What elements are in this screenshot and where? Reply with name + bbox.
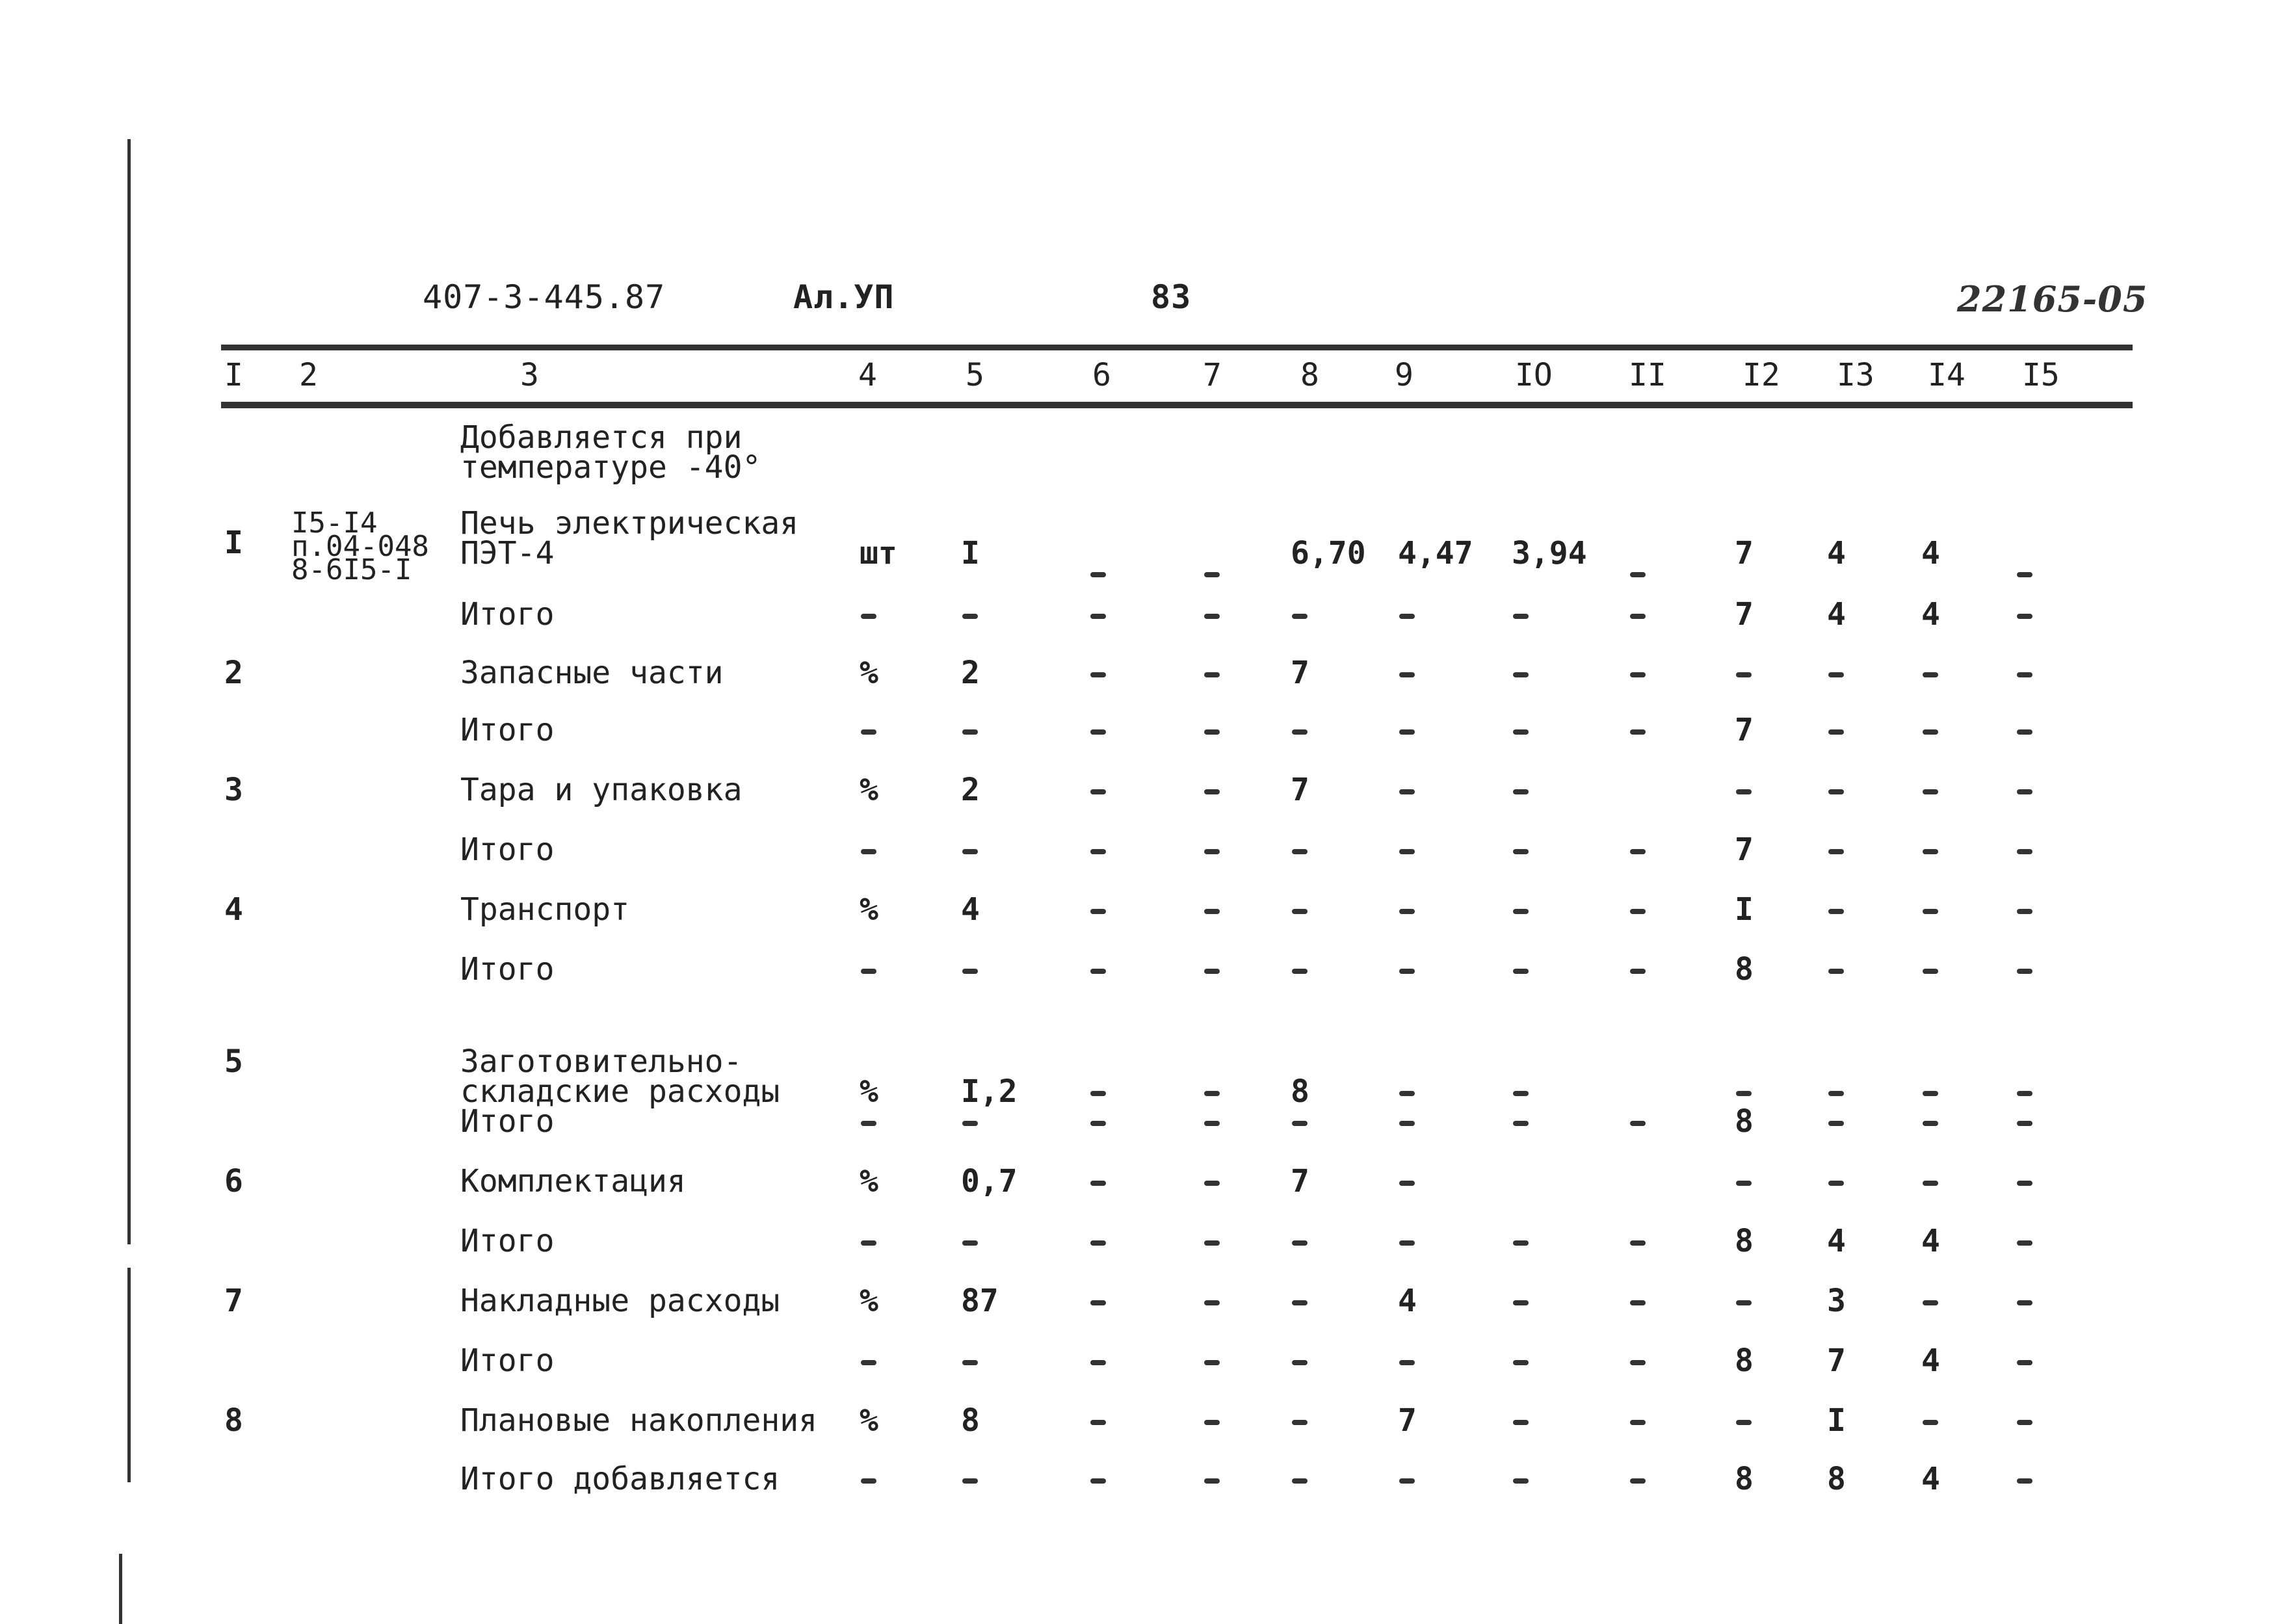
dash-mark (1204, 729, 1220, 735)
dash-mark (1204, 1420, 1220, 1425)
dash-mark (1090, 789, 1106, 794)
dash-mark (1923, 1181, 1938, 1186)
value-cell: 7 (1291, 655, 1309, 691)
dash-mark (1292, 1360, 1308, 1365)
dash-mark (1923, 1121, 1938, 1126)
dash-mark (1923, 969, 1938, 974)
dash-mark (1204, 1478, 1220, 1484)
value-cell: % (860, 1163, 878, 1199)
table-top-rule (221, 345, 2133, 350)
value-cell: 8 (1827, 1461, 1846, 1497)
dash-mark (1090, 1240, 1106, 1246)
value-cell: 4 (1827, 535, 1846, 571)
value-cell: 7 (1735, 832, 1754, 868)
dash-mark (1736, 1181, 1752, 1186)
dash-mark (962, 729, 978, 735)
dash-mark (1630, 1240, 1646, 1246)
dash-mark (1736, 1091, 1752, 1096)
dash-mark (1292, 729, 1308, 735)
value-cell: 8 (1735, 1103, 1754, 1140)
dash-mark (1736, 672, 1752, 677)
dash-mark (1399, 849, 1415, 854)
value-cell: шт (860, 535, 897, 571)
dash-mark (1204, 1360, 1220, 1365)
dash-mark (2017, 1181, 2032, 1186)
dash-mark (1513, 672, 1529, 677)
dash-mark (1923, 909, 1938, 914)
dash-mark (1090, 614, 1106, 619)
dash-mark (1630, 969, 1646, 974)
dash-mark (1204, 1181, 1220, 1186)
value-cell: 6,70 (1291, 535, 1366, 571)
dash-mark (1630, 1300, 1646, 1305)
dash-mark (861, 1121, 876, 1126)
value-cell: 87 (961, 1283, 999, 1319)
dash-mark (1090, 1478, 1106, 1484)
dash-mark (1204, 1300, 1220, 1305)
dash-mark (1513, 729, 1529, 735)
value-cell: 7 (1827, 1342, 1846, 1379)
dash-mark (1399, 1121, 1415, 1126)
dash-mark (2017, 1478, 2032, 1484)
dash-mark (1828, 1181, 1844, 1186)
dash-mark (1090, 909, 1106, 914)
header-bottom-rule (221, 402, 2133, 408)
dash-mark (1923, 1300, 1938, 1305)
dash-mark (1399, 969, 1415, 974)
album-number: Ал.УП (793, 278, 895, 316)
column-number: I3 (1837, 357, 1874, 393)
column-number: II (1629, 357, 1666, 393)
value-cell: % (860, 891, 878, 928)
value-cell: 4 (961, 891, 980, 928)
dash-mark (962, 969, 978, 974)
value-cell: 4,47 (1398, 535, 1473, 571)
dash-mark (1204, 572, 1220, 577)
dash-mark (1204, 849, 1220, 854)
dash-mark (861, 1360, 876, 1365)
column-number: I4 (1928, 357, 1966, 393)
dash-mark (1630, 729, 1646, 735)
dash-mark (1292, 1478, 1308, 1484)
intro-note-line: Добавляется при (460, 419, 743, 456)
value-cell: 4 (1827, 1223, 1846, 1259)
dash-mark (1923, 672, 1938, 677)
dash-mark (2017, 789, 2032, 794)
row-number: I (224, 525, 243, 561)
row-number: 7 (224, 1283, 243, 1319)
column-number: 3 (520, 357, 539, 393)
dash-mark (2017, 1091, 2032, 1096)
dash-mark (1292, 969, 1308, 974)
dash-mark (2017, 909, 2032, 914)
item-name: Печь электрическая (460, 505, 799, 542)
column-number: I (224, 357, 243, 393)
dash-mark (1204, 909, 1220, 914)
row-number: 3 (224, 772, 243, 808)
dash-mark (1090, 1420, 1106, 1425)
dash-mark (1090, 1300, 1106, 1305)
value-cell: 7 (1735, 712, 1754, 748)
dash-mark (1399, 614, 1415, 619)
dash-mark (1090, 969, 1106, 974)
dash-mark (1399, 909, 1415, 914)
dash-mark (1292, 1240, 1308, 1246)
dash-mark (1399, 672, 1415, 677)
dash-mark (1630, 672, 1646, 677)
dash-mark (1513, 614, 1529, 619)
dash-mark (1630, 1121, 1646, 1126)
dash-mark (1513, 1091, 1529, 1096)
dash-mark (1736, 789, 1752, 794)
item-name: Итого (460, 1223, 555, 1259)
dash-mark (1292, 909, 1308, 914)
dash-mark (1399, 1478, 1415, 1484)
column-number: IO (1515, 357, 1553, 393)
dash-mark (1399, 729, 1415, 735)
dash-mark (2017, 572, 2032, 577)
value-cell: % (860, 1402, 878, 1439)
dash-mark (962, 1478, 978, 1484)
dash-mark (1630, 909, 1646, 914)
dash-mark (1513, 849, 1529, 854)
dash-mark (1090, 1360, 1106, 1365)
value-cell: 8 (1735, 1342, 1754, 1379)
dash-mark (1513, 1240, 1529, 1246)
dash-mark (1513, 1478, 1529, 1484)
dash-mark (1736, 1420, 1752, 1425)
dash-mark (1292, 614, 1308, 619)
dash-mark (1630, 1478, 1646, 1484)
dash-mark (861, 969, 876, 974)
dash-mark (1204, 969, 1220, 974)
item-name: Накладные расходы (460, 1283, 780, 1319)
value-cell: 4 (1921, 1223, 1940, 1259)
dash-mark (962, 1360, 978, 1365)
value-cell: 8 (1735, 1223, 1754, 1259)
item-name: ПЭТ-4 (460, 535, 555, 571)
value-cell: 8 (961, 1402, 980, 1439)
value-cell: I (1827, 1402, 1846, 1439)
value-cell: 7 (1291, 1163, 1309, 1199)
value-cell: I (1735, 891, 1754, 928)
dash-mark (1828, 789, 1844, 794)
dash-mark (861, 729, 876, 735)
column-number: 7 (1203, 357, 1222, 393)
binding-margin-line (119, 1554, 122, 1624)
dash-mark (1090, 1181, 1106, 1186)
dash-mark (1090, 672, 1106, 677)
dash-mark (1828, 1091, 1844, 1096)
dash-mark (1204, 672, 1220, 677)
dash-mark (2017, 969, 2032, 974)
value-cell: % (860, 655, 878, 691)
dash-mark (1399, 1240, 1415, 1246)
dash-mark (1292, 849, 1308, 854)
dash-mark (1828, 849, 1844, 854)
value-cell: 7 (1398, 1402, 1417, 1439)
value-cell: 7 (1735, 596, 1754, 633)
dash-mark (962, 1240, 978, 1246)
item-name: Комплектация (460, 1163, 686, 1199)
dash-mark (962, 614, 978, 619)
column-number: 8 (1300, 357, 1319, 393)
dash-mark (1923, 1420, 1938, 1425)
dash-mark (962, 849, 978, 854)
value-cell: 8 (1735, 1461, 1754, 1497)
dash-mark (2017, 1420, 2032, 1425)
value-cell: 4 (1921, 596, 1940, 633)
dash-mark (1828, 672, 1844, 677)
dash-mark (1399, 1181, 1415, 1186)
dash-mark (1399, 1091, 1415, 1096)
dash-mark (1923, 1091, 1938, 1096)
value-cell: % (860, 772, 878, 808)
value-cell: 2 (961, 772, 980, 808)
dash-mark (1204, 614, 1220, 619)
dash-mark (1513, 969, 1529, 974)
dash-mark (1828, 909, 1844, 914)
dash-mark (1204, 1091, 1220, 1096)
item-name: Итого (460, 596, 555, 633)
row-number: 2 (224, 655, 243, 691)
dash-mark (1630, 1420, 1646, 1425)
row-number: 6 (224, 1163, 243, 1199)
dash-mark (1090, 729, 1106, 735)
value-cell: 4 (1921, 535, 1940, 571)
dash-mark (1513, 1420, 1529, 1425)
item-name: Итого добавляется (460, 1461, 780, 1497)
item-name: Тара и упаковка (460, 772, 743, 808)
value-cell: I (961, 535, 980, 571)
value-cell: 3,94 (1512, 535, 1587, 571)
value-cell: 4 (1921, 1342, 1940, 1379)
dash-mark (1630, 572, 1646, 577)
item-name: Итого (460, 1103, 555, 1140)
dash-mark (2017, 1360, 2032, 1365)
value-cell: 8 (1735, 951, 1754, 988)
binding-margin-line (127, 1268, 131, 1482)
dash-mark (1292, 1420, 1308, 1425)
dash-mark (861, 1240, 876, 1246)
dash-mark (2017, 849, 2032, 854)
page-number: 83 (1151, 278, 1192, 316)
item-name: Итого (460, 832, 555, 868)
value-cell: 7 (1291, 772, 1309, 808)
column-number: I5 (2022, 357, 2060, 393)
dash-mark (1204, 789, 1220, 794)
dash-mark (1828, 729, 1844, 735)
price-code: п.04-048 (291, 530, 429, 563)
dash-mark (1513, 1121, 1529, 1126)
dash-mark (2017, 672, 2032, 677)
dash-mark (2017, 1121, 2032, 1126)
dash-mark (1513, 909, 1529, 914)
intro-note-line: температуре -40° (460, 449, 761, 486)
binding-margin-line (127, 139, 131, 1244)
item-name: складские расходы (460, 1073, 780, 1110)
value-cell: 7 (1735, 535, 1754, 571)
dash-mark (1513, 1360, 1529, 1365)
dash-mark (1399, 1360, 1415, 1365)
dash-mark (962, 1121, 978, 1126)
price-code: 8-6I5-I (291, 553, 412, 586)
value-cell: I,2 (961, 1073, 1018, 1110)
item-name: Заготовительно- (460, 1043, 743, 1080)
value-cell: 2 (961, 655, 980, 691)
value-cell: 3 (1827, 1283, 1846, 1319)
dash-mark (1090, 849, 1106, 854)
row-number: 5 (224, 1043, 243, 1080)
column-number: 2 (299, 357, 318, 393)
dash-mark (1923, 789, 1938, 794)
value-cell: % (860, 1283, 878, 1319)
dash-mark (1630, 614, 1646, 619)
item-name: Плановые накопления (460, 1402, 818, 1439)
dash-mark (1090, 572, 1106, 577)
dash-mark (1090, 1121, 1106, 1126)
dash-mark (1513, 1300, 1529, 1305)
dash-mark (1828, 969, 1844, 974)
document-code: 407-3-445.87 (423, 278, 666, 316)
dash-mark (1513, 789, 1529, 794)
dash-mark (1923, 849, 1938, 854)
dash-mark (2017, 729, 2032, 735)
column-number: I2 (1742, 357, 1780, 393)
row-number: 8 (224, 1402, 243, 1439)
dash-mark (861, 849, 876, 854)
value-cell: 4 (1921, 1461, 1940, 1497)
value-cell: 8 (1291, 1073, 1309, 1110)
item-name: Итого (460, 951, 555, 988)
price-code: I5-I4 (291, 506, 378, 540)
inventory-number: 22165-05 (1957, 278, 2148, 320)
dash-mark (861, 614, 876, 619)
column-number: 9 (1395, 357, 1414, 393)
value-cell: 0,7 (961, 1163, 1018, 1199)
dash-mark (1292, 1300, 1308, 1305)
dash-mark (1630, 849, 1646, 854)
dash-mark (2017, 1240, 2032, 1246)
item-name: Итого (460, 1342, 555, 1379)
value-cell: % (860, 1073, 878, 1110)
dash-mark (1828, 1121, 1844, 1126)
dash-mark (1292, 1121, 1308, 1126)
dash-mark (2017, 1300, 2032, 1305)
item-name: Итого (460, 712, 555, 748)
value-cell: 4 (1398, 1283, 1417, 1319)
dash-mark (1090, 1091, 1106, 1096)
dash-mark (1630, 1360, 1646, 1365)
dash-mark (1204, 1240, 1220, 1246)
dash-mark (1736, 1300, 1752, 1305)
column-number: 5 (966, 357, 984, 393)
column-number: 4 (858, 357, 877, 393)
dash-mark (1923, 729, 1938, 735)
value-cell: 4 (1827, 596, 1846, 633)
item-name: Запасные части (460, 655, 724, 691)
column-number: 6 (1092, 357, 1111, 393)
row-number: 4 (224, 891, 243, 928)
dash-mark (861, 1478, 876, 1484)
dash-mark (1399, 789, 1415, 794)
dash-mark (1204, 1121, 1220, 1126)
item-name: Транспорт (460, 891, 630, 928)
dash-mark (2017, 614, 2032, 619)
